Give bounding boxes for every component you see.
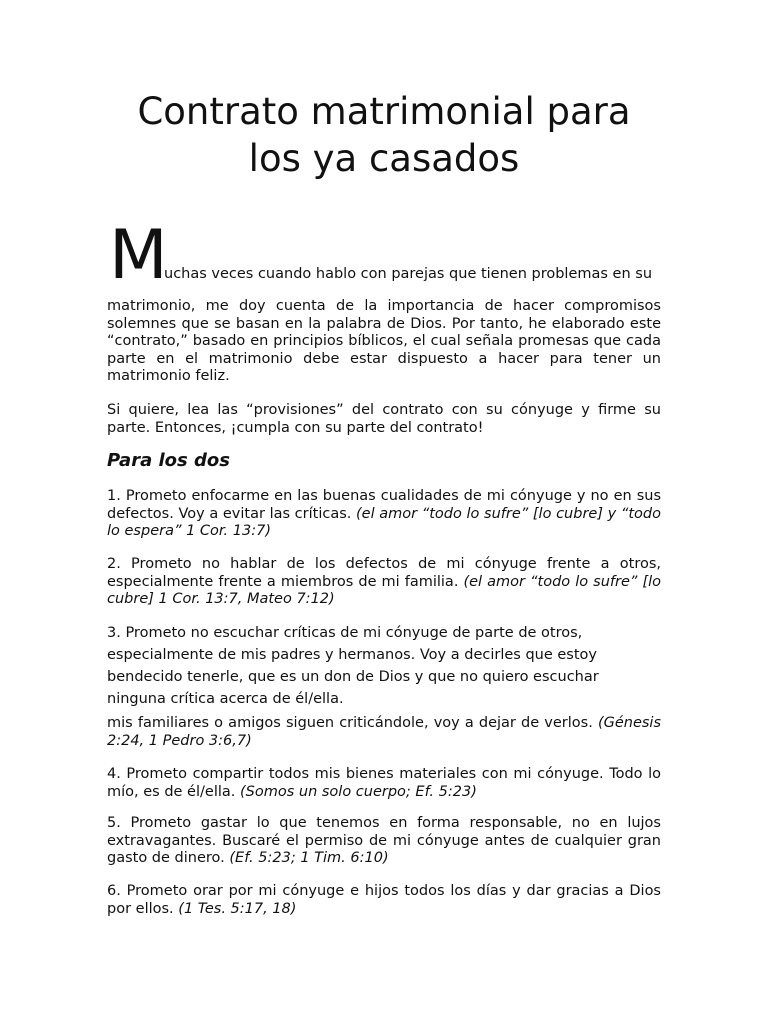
instructions-paragraph: Si quiere, lea las “provisiones” del contrato con su cónyuge y firme su parte. Entonces, ¡cumpla con su parte del contrato! [107, 402, 661, 436]
scripture-reference: (Ef. 5:23; 1 Tim. 6:10) [229, 850, 389, 866]
intro-paragraph: matrimonio, me doy cuenta de la importancia de hacer compromisos solemnes que se basan en la palabra de Dios. Por tanto, he elaborado este “contrato,” basado en principios bíblicos, el cual señala promesas que cada parte en el matrimonio debe estar dispuesto a hacer para tener un matrimonio feliz. [107, 298, 661, 384]
title-line-1: Contrato matrimonial para [137, 90, 631, 133]
scripture-reference: (el amor “todo lo sufre” [lo cubre] y “todo lo espera” 1 Cor. 13:7) [107, 505, 661, 539]
section-heading: Para los dos [107, 450, 230, 471]
promise-item-5: 5. Prometo gastar lo que tenemos en forma responsable, no en lujos extravagantes. Buscaré el permiso de mi cónyuge antes de cualquier gran gasto de dinero. (Ef. 5:23; 1 Tim. 6:10) [107, 815, 661, 866]
intro-first-line [107, 216, 661, 295]
scripture-reference: (Génesis 2:24, 1 Pedro 3:6,7) [107, 715, 661, 749]
scripture-reference: (1 Tes. 5:17, 18) [178, 900, 297, 917]
promise-item-4: 4. Prometo compartir todos mis bienes materiales con mi cónyuge. Todo lo mío, es de él/ella. (Somos un solo cuerpo; Ef. 5:23) [107, 766, 661, 800]
document-title [107, 88, 661, 182]
promise-item-3-continued: mis familiares o amigos siguen criticándole, voy a dejar de verlos. (Génesis 2:24, 1 Pedro 3:6,7) [107, 715, 661, 749]
drop-cap: M [109, 216, 168, 295]
scripture-reference: (el amor “todo lo sufre” [lo cubre] 1 Cor. 13:7, Mateo 7:12) [107, 573, 662, 607]
promise-item-6: 6. Prometo orar por mi cónyuge e hijos todos los días y dar gracias a Dios por ellos. (1 Tes. 5:17, 18) [107, 883, 661, 917]
promise-item-2: 2. Prometo no hablar de los defectos de mi cónyuge frente a otros, especialmente frente a miembros de mi familia. (el amor “todo lo sufre” [lo cubre] 1 Cor. 13:7, Mateo 7:12) [107, 556, 662, 607]
promise-item-1: 1. Prometo enfocarme en las buenas cualidades de mi cónyuge y no en sus defectos. Voy a evitar las críticas. (el amor “todo lo sufre” [lo cubre] y “todo lo espera” 1 Cor. 13:7) [107, 488, 661, 539]
intro-first-line-text: uchas veces cuando hablo con parejas que tienen problemas en su [164, 266, 653, 282]
promise-item-3: 3. Prometo no escuchar críticas de mi cónyuge de parte de otros, especialmente de mis padres y hermanos. Voy a decirles que estoy bendecido tenerle, que es un don de Dios y que no quiero escuchar ninguna crítica acerca de él/ella. [107, 625, 599, 707]
title-line-2: los ya casados [248, 137, 520, 180]
scripture-reference: (Somos un solo cuerpo; Ef. 5:23) [239, 783, 477, 800]
